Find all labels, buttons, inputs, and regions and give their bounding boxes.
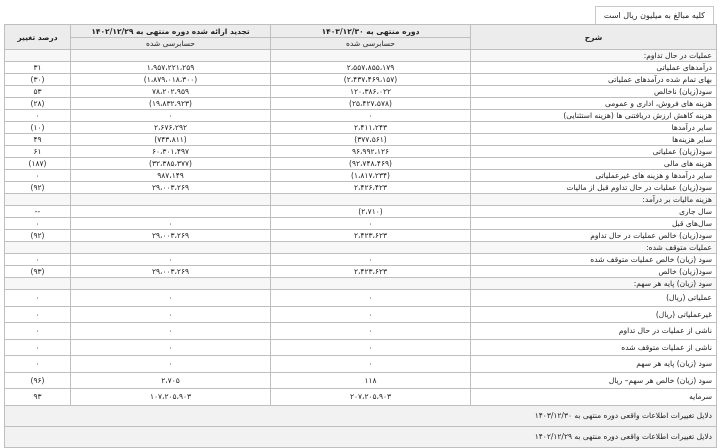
row-current-value: (۹۲،۷۴۸،۴۶۹) bbox=[271, 158, 471, 170]
change-reasons-note: دلایل تغییرات اطلاعات واقعی دوره منتهی به ۱۴۰۳/۱۲/۳۰ bbox=[5, 405, 717, 426]
row-current-value: ۲۰۷،۲۰۵،۹۰۳ bbox=[271, 389, 471, 406]
notes-row bbox=[5, 426, 717, 447]
row-prior-value: ۲۹،۰۰۳،۲۶۹ bbox=[71, 230, 271, 242]
row-description: سایر درآمدها و هزینه های غیرعملیاتی bbox=[471, 170, 717, 182]
row-prior-value: ۰ bbox=[71, 110, 271, 122]
header-current-period: دوره منتهی به ۱۴۰۳/۱۲/۳۰ bbox=[271, 25, 471, 38]
table-row bbox=[5, 182, 717, 194]
row-current-value: ۱۱۸ bbox=[271, 372, 471, 389]
row-description: سود (زیان) خالص عملیات متوقف شده bbox=[471, 254, 717, 266]
row-prior-value: ۶۰،۳۰۱،۴۹۷ bbox=[71, 146, 271, 158]
row-prior-value: ۰ bbox=[71, 323, 271, 340]
change-reasons-note: دلایل تغییرات اطلاعات واقعی دوره منتهی به ۱۴۰۲/۱۲/۲۹ bbox=[5, 426, 717, 447]
notes-row bbox=[5, 405, 717, 426]
row-description: سود (زیان) پایه هر سهم bbox=[471, 356, 717, 373]
table-row bbox=[5, 62, 717, 74]
row-current-value: ۲،۴۲۳،۶۲۳ bbox=[271, 266, 471, 278]
row-description: سود (زیان) پایه هر سهم: bbox=[471, 278, 717, 290]
row-current-value: (۲۵،۴۲۷،۵۷۸) bbox=[271, 98, 471, 110]
table-row bbox=[5, 74, 717, 86]
row-percent-change: (۹۳) bbox=[5, 266, 71, 278]
table-row bbox=[5, 110, 717, 122]
row-description: ناشی از عملیات در حال تداوم bbox=[471, 323, 717, 340]
row-prior-value: ۰ bbox=[71, 306, 271, 323]
row-percent-change: (۹۲) bbox=[5, 182, 71, 194]
table-row bbox=[5, 50, 717, 62]
row-description: عملیات در حال تداوم: bbox=[471, 50, 717, 62]
row-current-value: (۲،۴۳۷،۴۶۹،۱۵۷) bbox=[271, 74, 471, 86]
row-description: سرمایه bbox=[471, 389, 717, 406]
row-percent-change: ۰ bbox=[5, 356, 71, 373]
row-description: سال‌های قبل bbox=[471, 218, 717, 230]
table-row bbox=[5, 266, 717, 278]
row-percent-change: ۰ bbox=[5, 323, 71, 340]
row-description: سایر هزینه‌ها bbox=[471, 134, 717, 146]
row-percent-change: ۰ bbox=[5, 110, 71, 122]
row-prior-value bbox=[71, 242, 271, 254]
row-prior-value: ۲۹،۰۰۳،۲۶۹ bbox=[71, 266, 271, 278]
row-current-value bbox=[271, 242, 471, 254]
row-current-value: ۲،۵۵۷،۸۵۵،۱۷۹ bbox=[271, 62, 471, 74]
row-percent-change bbox=[5, 50, 71, 62]
row-prior-value: ۲،۷۰۵ bbox=[71, 372, 271, 389]
row-percent-change: (۱۸۷) bbox=[5, 158, 71, 170]
table-row bbox=[5, 98, 717, 110]
row-description: عملیاتی (ریال) bbox=[471, 290, 717, 307]
row-percent-change: ۳۱ bbox=[5, 62, 71, 74]
header-percent-change: درصد تغییر bbox=[5, 25, 71, 50]
row-current-value: ۹۶،۹۹۲،۱۲۶ bbox=[271, 146, 471, 158]
table-row bbox=[5, 372, 717, 389]
row-prior-value: (۷۴۳،۸۱۱) bbox=[71, 134, 271, 146]
row-prior-value bbox=[71, 278, 271, 290]
row-current-value: (۳۷۷،۵۶۱) bbox=[271, 134, 471, 146]
row-percent-change: ۰ bbox=[5, 290, 71, 307]
header-current-audited: حسابرسی شده bbox=[271, 38, 471, 50]
table-row bbox=[5, 194, 717, 206]
row-percent-change: -- bbox=[5, 206, 71, 218]
row-percent-change: (۹۶) bbox=[5, 372, 71, 389]
row-description: سال جاری bbox=[471, 206, 717, 218]
table-row bbox=[5, 170, 717, 182]
row-percent-change: (۱۰) bbox=[5, 122, 71, 134]
row-current-value: ۱۲۰،۳۸۶،۰۲۲ bbox=[271, 86, 471, 98]
row-current-value: (۱،۸۱۷،۲۳۴) bbox=[271, 170, 471, 182]
row-percent-change bbox=[5, 278, 71, 290]
row-current-value: ۲،۴۲۶،۴۲۳ bbox=[271, 182, 471, 194]
row-percent-change bbox=[5, 194, 71, 206]
row-prior-value: (۱۹،۸۳۲،۹۲۳) bbox=[71, 98, 271, 110]
row-percent-change bbox=[5, 242, 71, 254]
row-prior-value bbox=[71, 206, 271, 218]
table-row bbox=[5, 339, 717, 356]
row-prior-value bbox=[71, 194, 271, 206]
row-description: سود (زیان) خالص هر سهم– ریال bbox=[471, 372, 717, 389]
table-row bbox=[5, 218, 717, 230]
row-description: عملیات متوقف شده: bbox=[471, 242, 717, 254]
row-prior-value: ۲۹،۰۰۳،۲۶۹ bbox=[71, 182, 271, 194]
table-row bbox=[5, 254, 717, 266]
row-description: بهای تمام شده درآمدهای عملیاتی bbox=[471, 74, 717, 86]
row-current-value: ۰ bbox=[271, 290, 471, 307]
row-percent-change: ۰ bbox=[5, 170, 71, 182]
row-percent-change: (۳۰) bbox=[5, 74, 71, 86]
table-row bbox=[5, 242, 717, 254]
row-prior-value: ۱،۹۵۷،۲۲۱،۲۵۹ bbox=[71, 62, 271, 74]
row-prior-value: ۰ bbox=[71, 218, 271, 230]
row-percent-change: ۰ bbox=[5, 339, 71, 356]
table-row bbox=[5, 323, 717, 340]
table-row bbox=[5, 158, 717, 170]
income-statement bbox=[4, 24, 716, 448]
row-prior-value: ۰ bbox=[71, 339, 271, 356]
row-current-value bbox=[271, 50, 471, 62]
row-percent-change: ۵۳ bbox=[5, 86, 71, 98]
row-description: سود(زیان) ناخالص bbox=[471, 86, 717, 98]
header-description: شرح bbox=[471, 25, 717, 50]
table-row bbox=[5, 278, 717, 290]
table-row bbox=[5, 290, 717, 307]
row-description: هزینه های فروش، اداری و عمومی bbox=[471, 98, 717, 110]
row-description: درآمدهای عملیاتی bbox=[471, 62, 717, 74]
table-row bbox=[5, 356, 717, 373]
table-row bbox=[5, 146, 717, 158]
row-current-value: ۲،۴۱۱،۲۴۳ bbox=[271, 122, 471, 134]
header-prior-period: تجدید ارائه شده دوره منتهی به ۱۴۰۲/۱۲/۲۹ bbox=[71, 25, 271, 38]
row-description: هزینه مالیات بر درآمد: bbox=[471, 194, 717, 206]
row-prior-value: ۷۸،۲۰۲،۹۵۹ bbox=[71, 86, 271, 98]
units-note: کلیه مبالغ به میلیون ریال است bbox=[595, 6, 714, 25]
row-current-value: ۰ bbox=[271, 110, 471, 122]
row-percent-change: ۰ bbox=[5, 218, 71, 230]
row-current-value bbox=[271, 194, 471, 206]
row-prior-value: ۰ bbox=[71, 356, 271, 373]
table-row bbox=[5, 206, 717, 218]
row-current-value: ۲،۴۲۳،۶۲۳ bbox=[271, 230, 471, 242]
row-current-value: ۰ bbox=[271, 323, 471, 340]
row-prior-value: ۲،۶۷۶،۲۹۲ bbox=[71, 122, 271, 134]
header-prior-audited: حسابرسی شده bbox=[71, 38, 271, 50]
row-prior-value: ۰ bbox=[71, 290, 271, 307]
row-current-value: ۰ bbox=[271, 356, 471, 373]
table-row bbox=[5, 389, 717, 406]
table-row bbox=[5, 134, 717, 146]
row-description: هزینه کاهش ارزش دریافتنی ها (هزینه استثنایی) bbox=[471, 110, 717, 122]
row-current-value: ۰ bbox=[271, 218, 471, 230]
row-percent-change: ۴۹ bbox=[5, 134, 71, 146]
row-prior-value: ۰ bbox=[71, 254, 271, 266]
table-row bbox=[5, 230, 717, 242]
row-description: ناشی از عملیات متوقف شده bbox=[471, 339, 717, 356]
row-description: سایر درآمدها bbox=[471, 122, 717, 134]
row-prior-value: ۱۰۷،۲۰۵،۹۰۳ bbox=[71, 389, 271, 406]
row-percent-change: ۰ bbox=[5, 306, 71, 323]
row-percent-change: (۲۸) bbox=[5, 98, 71, 110]
row-current-value: ۰ bbox=[271, 339, 471, 356]
row-current-value: ۰ bbox=[271, 306, 471, 323]
row-prior-value: ۹۸۷،۱۴۹ bbox=[71, 170, 271, 182]
row-percent-change: ۹۳ bbox=[5, 389, 71, 406]
row-percent-change: ۰ bbox=[5, 254, 71, 266]
table-row bbox=[5, 86, 717, 98]
table-body bbox=[5, 50, 717, 448]
row-prior-value bbox=[71, 50, 271, 62]
row-current-value bbox=[271, 278, 471, 290]
row-description: سود(زیان) خالص bbox=[471, 266, 717, 278]
row-description: سود(زیان) عملیاتی bbox=[471, 146, 717, 158]
row-current-value: ۰ bbox=[271, 254, 471, 266]
row-prior-value: (۳۲،۳۸۵،۳۷۷) bbox=[71, 158, 271, 170]
row-description: سود(زیان) عملیات در حال تداوم قبل از مالیات bbox=[471, 182, 717, 194]
row-description: هزینه های مالی bbox=[471, 158, 717, 170]
row-current-value: (۲،۷۱۰) bbox=[271, 206, 471, 218]
row-percent-change: (۹۲) bbox=[5, 230, 71, 242]
row-description: سود(زیان) خالص عملیات در حال تداوم bbox=[471, 230, 717, 242]
row-description: غیرعملیاتی (ریال) bbox=[471, 306, 717, 323]
income-statement-table bbox=[4, 24, 717, 448]
table-row bbox=[5, 306, 717, 323]
table-row bbox=[5, 122, 717, 134]
row-percent-change: ۶۱ bbox=[5, 146, 71, 158]
row-prior-value: (۱،۸۷۹،۰۱۸،۳۰۰) bbox=[71, 74, 271, 86]
